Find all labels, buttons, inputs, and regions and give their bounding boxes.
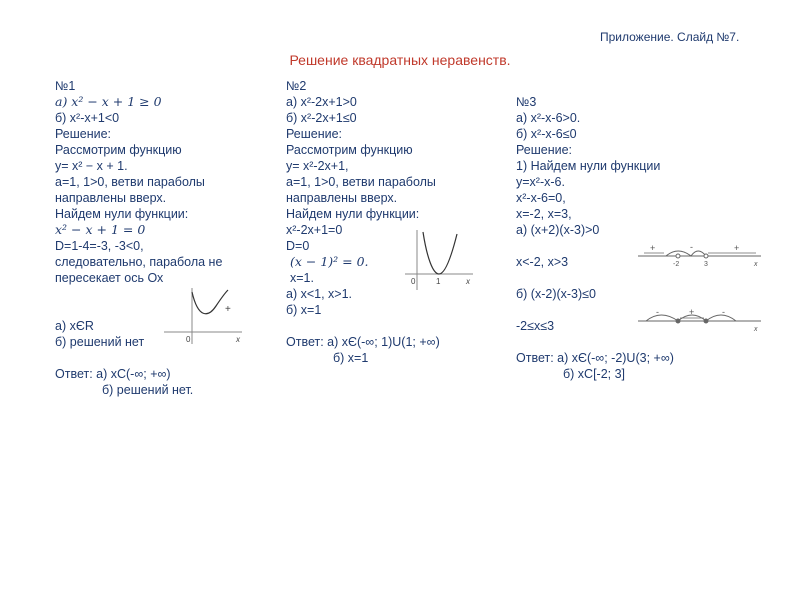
problem-number: №3 <box>516 95 537 109</box>
x-label: x <box>236 335 240 344</box>
point-3 <box>704 319 708 323</box>
final-answer-2: б) решений нет. <box>102 383 194 397</box>
function-def: y=x²-x-6. <box>516 175 565 189</box>
equation: x² − x + 1 = 0 <box>55 222 146 237</box>
plus-mid: + <box>689 307 695 317</box>
function-def: y= x² − x + 1. <box>55 159 128 173</box>
x-label: x <box>754 326 758 333</box>
inequality-a: а) x² − x + 1 ≥ 0 <box>55 94 162 109</box>
graph-parabola-2 <box>403 228 475 294</box>
zeros-label: Найдем нули функции: <box>286 207 420 221</box>
answer-a-line: а) хЄR <box>55 319 94 333</box>
inequality-a: а) x²-x-6>0. <box>516 111 581 125</box>
slide-note: Приложение. Слайд №7. <box>600 30 740 44</box>
point-minus-2 <box>676 319 680 323</box>
answer-b-line: б) x=1 <box>286 303 322 317</box>
final-answer-1: Ответ: а) хС(-∞; +∞) <box>55 367 171 381</box>
plus-left: + <box>650 243 656 253</box>
problem-number: №1 <box>55 79 76 93</box>
discriminant-1: D=1-4=-3, -3<0, <box>55 239 144 253</box>
inequality-b-factored: б) (x-2)(x-3)≤0 <box>516 287 596 301</box>
result-a: x<-2, x>3 <box>516 255 569 269</box>
equation: x²-2x+1=0 <box>286 223 343 237</box>
step-1: 1) Найдем нули функции <box>516 159 661 173</box>
x-label: x <box>754 261 758 268</box>
plus-sign: + <box>225 304 231 315</box>
discriminant-2: следовательно, парабола не <box>55 255 223 269</box>
graph-intervals-b <box>636 303 766 333</box>
final-answer-2: б) хС[-2; 3] <box>563 367 626 381</box>
graph-parabola-1 <box>162 282 247 350</box>
final-answer-1: Ответ: а) хЄ(-∞; 1)U(1; +∞) <box>286 335 440 349</box>
minus-left: - <box>656 307 659 317</box>
parabola-curve <box>423 232 457 274</box>
problem-1-column <box>55 78 275 398</box>
minus-mid: - <box>690 242 693 252</box>
coef-line-2: направлены вверх. <box>55 191 167 205</box>
inequality-b: б) x²-x+1<0 <box>55 111 120 125</box>
minus-right: - <box>722 307 725 317</box>
point-minus-2 <box>676 254 680 258</box>
discriminant: D=0 <box>286 239 310 253</box>
final-answer-1: Ответ: а) хЄ(-∞; -2)U(3; +∞) <box>516 351 674 365</box>
plus-right: + <box>734 243 740 253</box>
origin-label: 0 <box>186 335 191 344</box>
roots: x=-2, x=3, <box>516 207 572 221</box>
root-value: x=1. <box>290 271 314 285</box>
answer-b-line: б) решений нет <box>55 335 145 349</box>
solution-label: Решение: <box>516 143 573 157</box>
sign-arcs <box>666 251 706 256</box>
inequality-b: б) x²-x-6≤0 <box>516 127 577 141</box>
inequality-a: а) x²-2x+1>0 <box>286 95 357 109</box>
result-b: -2≤x≤3 <box>516 319 555 333</box>
consider-text: Рассмотрим функцию <box>55 143 182 157</box>
consider-text: Рассмотрим функцию <box>286 143 413 157</box>
one-label: 1 <box>436 277 441 286</box>
problem-2-column <box>286 78 506 366</box>
coef-line-1: a=1, 1>0, ветви параболы <box>55 175 205 189</box>
inequality-b: б) x²-2x+1≤0 <box>286 111 357 125</box>
equation: x²-x-6=0, <box>516 191 566 205</box>
inequality-a-factored: а) (x+2)(x-3)>0 <box>516 223 600 237</box>
label-minus-2: -2 <box>673 261 680 268</box>
origin-label: 0 <box>411 277 416 286</box>
coef-line-2: направлены вверх. <box>286 191 398 205</box>
graph-intervals-a <box>636 238 766 268</box>
solution-label: Решение: <box>286 127 343 141</box>
square-form: (x − 1)² = 0. <box>290 254 369 269</box>
answer-a-line: а) x<1, x>1. <box>286 287 353 301</box>
problem-number: №2 <box>286 79 307 93</box>
final-answer-2: б) х=1 <box>333 351 369 365</box>
zeros-label: Найдем нули функции: <box>55 207 189 221</box>
point-3 <box>704 254 708 258</box>
slide-title: Решение квадратных неравенств. <box>289 52 511 68</box>
label-3: 3 <box>704 261 708 268</box>
x-label: x <box>466 277 470 286</box>
discriminant-3: пересекает ось Ох <box>55 271 164 285</box>
function-def: y= x²-2x+1, <box>286 159 349 173</box>
solution-label: Решение: <box>55 127 112 141</box>
coef-line-1: a=1, 1>0, ветви параболы <box>286 175 436 189</box>
parabola-curve <box>192 290 228 314</box>
